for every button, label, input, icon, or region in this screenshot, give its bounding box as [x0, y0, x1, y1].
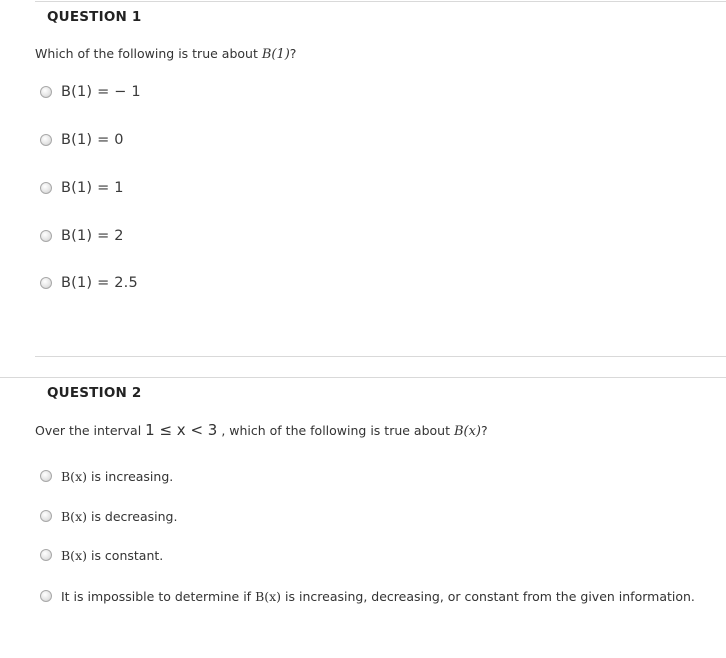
question-1-option-2[interactable] — [40, 130, 124, 150]
radio-button[interactable] — [40, 510, 52, 522]
radio-button[interactable] — [40, 182, 52, 194]
option-label: B(1) = 1 — [61, 180, 124, 196]
option-label — [61, 509, 177, 524]
option-label: B(1) = − 1 — [61, 84, 141, 100]
question-2-prompt — [35, 421, 488, 439]
option-label: B(1) = 2.5 — [61, 275, 138, 291]
question-2-prompt-middle: , which of the following is true about — [217, 423, 454, 438]
question-1-option-4[interactable] — [40, 226, 124, 246]
question-2-title: QUESTION 2 — [47, 385, 142, 401]
option-func: B(x) — [61, 468, 87, 484]
question-1-option-1[interactable] — [40, 82, 141, 102]
option-func: B(x) — [61, 547, 87, 563]
question-1-bottom-divider — [35, 356, 726, 357]
question-1-option-5[interactable] — [40, 273, 138, 293]
question-2-option-2[interactable] — [40, 506, 177, 526]
question-1-title: QUESTION 1 — [47, 9, 142, 25]
option-text: is constant. — [87, 547, 164, 563]
option-text: is increasing. — [87, 468, 174, 484]
question-2-top-divider — [0, 377, 726, 378]
question-2-prompt-math: 1 ≤ x < 3 — [145, 421, 218, 439]
radio-button[interactable] — [40, 590, 52, 602]
option-text: is decreasing. — [87, 508, 178, 524]
option-label — [61, 589, 695, 604]
radio-button[interactable] — [40, 230, 52, 242]
radio-button[interactable] — [40, 134, 52, 146]
question-2-prompt-text: Over the interval — [35, 423, 146, 438]
question-1-option-3[interactable] — [40, 178, 124, 198]
question-2-prompt-func: B(x) — [453, 424, 481, 439]
option-label — [61, 548, 163, 563]
question-1-prompt-end: ? — [289, 46, 297, 61]
radio-button[interactable] — [40, 470, 52, 482]
option-label: B(1) = 2 — [61, 228, 124, 244]
option-func: B(x) — [255, 588, 282, 604]
question-2-prompt-end: ? — [480, 423, 488, 438]
radio-button[interactable] — [40, 549, 52, 561]
question-1-prompt-text: Which of the following is true about — [35, 46, 262, 61]
radio-button[interactable] — [40, 86, 52, 98]
question-2-option-3[interactable] — [40, 545, 163, 565]
option-label — [61, 469, 173, 484]
option-text: is increasing, decreasing, or constant from the given information. — [281, 588, 695, 604]
top-divider — [35, 1, 726, 2]
question-1-prompt-math: B(1) — [261, 47, 290, 62]
option-func: B(x) — [61, 508, 87, 524]
question-2-option-4[interactable] — [40, 586, 695, 606]
question-1-prompt — [35, 46, 296, 62]
radio-button[interactable] — [40, 277, 52, 289]
option-label: B(1) = 0 — [61, 132, 124, 148]
option-prefix: It is impossible to determine if — [61, 588, 256, 604]
question-2-option-1[interactable] — [40, 466, 173, 486]
